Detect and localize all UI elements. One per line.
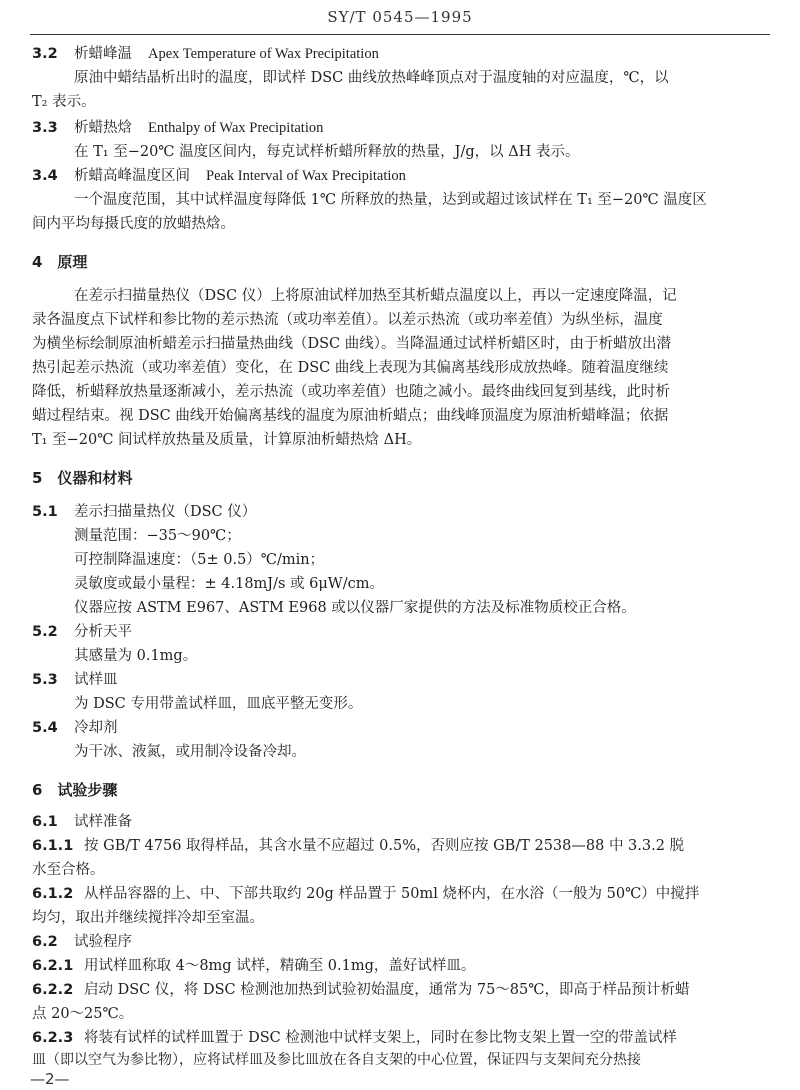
section-6-1-title: 6.1 试样准备	[32, 814, 132, 830]
section-5-3-body: 为 DSC 专用带盖试样皿，皿底平整无变形。	[74, 696, 363, 712]
section-5-1-line-4: 仪器应按 ASTM E967、ASTM E968 或以仪器厂家提供的方法及标准物质校正合格。	[74, 600, 636, 616]
section-5-2-body: 其感量为 0.1mg。	[74, 648, 198, 664]
section-3-2-title: 3.2 析蜡峰温 Apex Temperature of Wax Precipitation	[32, 46, 379, 62]
section-5-1-line-3: 灵敏度或最小量程：± 4.18mJ/s 或 6μW/cm。	[74, 576, 384, 592]
section-3-2-body-line-2: T₂ 表示。	[32, 94, 96, 110]
standard-code-header: SY/T 0545—1995	[327, 8, 473, 26]
section-5-3-title: 5.3 试样皿	[32, 672, 118, 688]
section-4-line-7: T₁ 至−20℃ 间试样放热量及质量，计算原油析蜡热焓 ΔH。	[32, 432, 422, 448]
section-6-2-3-line-2: 皿（即以空气为参比物），应将试样皿及参比皿放在各自支架的中心位置，保证四与支架间充分热接	[32, 1052, 641, 1068]
section-5-1-line-1: 测量范围：−35～90℃；	[74, 528, 241, 544]
section-3-4-title: 3.4 析蜡高峰温度区间 Peak Interval of Wax Precipitation	[32, 168, 406, 184]
section-3-4-body-line-1: 一个温度范围，其中试样温度每降低 1℃ 所释放的热量，达到或超过该试样在 T₁ 至−20℃ 温度区	[74, 192, 707, 208]
section-3-4-body-line-2: 间内平均每摄氏度的放蜡热焓。	[32, 216, 235, 232]
section-5-4-title: 5.4 冷却剂	[32, 720, 118, 736]
section-6-2-3-line-1: 6.2.3 将装有试样的试样皿置于 DSC 检测池中试样支架上，同时在参比物支架上置一空的带盖试样	[32, 1030, 677, 1046]
section-4-line-4: 热引起差示热流（或功率差值）变化，在 DSC 曲线上表现为其偏离基线形成放热峰。随着温度继续	[32, 360, 669, 376]
section-6-2-1-line-1: 6.2.1 用试样皿称取 4～8mg 试样，精确至 0.1mg，盖好试样皿。	[32, 958, 476, 974]
section-6-1-2-line-2: 均匀，取出并继续搅拌冷却至室温。	[32, 910, 264, 926]
section-4-line-5: 降低，析蜡释放热量逐渐减小，差示热流（或功率差值）也随之减小。最终曲线回复到基线，此时析	[32, 384, 670, 400]
section-6-2-2-line-1: 6.2.2 启动 DSC 仪，将 DSC 检测池加热到试验初始温度，通常为 75～85℃，即高于样品预计析蜡	[32, 982, 690, 998]
section-5-heading: 5 仪器和材料	[32, 469, 133, 487]
section-5-1-title: 5.1 差示扫描量热仪（DSC 仪）	[32, 504, 257, 520]
section-4-heading: 4 原理	[32, 253, 88, 271]
section-6-heading: 6 试验步骤	[32, 781, 118, 799]
section-6-1-1-line-1: 6.1.1 按 GB/T 4756 取得样品，其含水量不应超过 0.5%，否则应按 GB/T 2538—88 中 3.3.2 脱	[32, 838, 685, 854]
section-5-2-title: 5.2 分析天平	[32, 624, 132, 640]
section-6-1-2-line-1: 6.1.2 从样品容器的上、中、下部共取约 20g 样品置于 50ml 烧杯内，在水浴（一般为 50℃）中搅拌	[32, 886, 700, 902]
section-4-line-2: 录各温度点下试样和参比物的差示热流（或功率差值）。以差示热流（或功率差值）为纵坐标，温度	[32, 312, 663, 328]
section-3-3-title: 3.3 析蜡热焓 Enthalpy of Wax Precipitation	[32, 120, 324, 136]
page-number: —2—	[30, 1070, 70, 1088]
section-3-2-body-line-1: 原油中蜡结晶析出时的温度，即试样 DSC 曲线放热峰峰顶点对于温度轴的对应温度，℃，以	[74, 70, 669, 86]
section-6-1-1-line-2: 水至合格。	[32, 862, 105, 878]
section-5-1-line-2: 可控制降温速度：（5± 0.5）℃/min；	[74, 552, 325, 568]
section-3-3-body-line-1: 在 T₁ 至−20℃ 温度区间内，每克试样析蜡所释放的热量，J/g，以 ΔH 表示。	[74, 144, 580, 160]
section-4-line-1: 在差示扫描量热仪（DSC 仪）上将原油试样加热至其析蜡点温度以上，再以一定速度降温，记	[74, 288, 677, 304]
section-6-2-2-line-2: 点 20～25℃。	[32, 1006, 134, 1022]
section-5-4-body: 为干冰、液氮，或用制冷设备冷却。	[74, 744, 306, 760]
section-6-2-title: 6.2 试验程序	[32, 934, 132, 950]
header-rule	[30, 34, 770, 35]
section-4-line-6: 蜡过程结束。视 DSC 曲线开始偏离基线的温度为原油析蜡点；曲线峰顶温度为原油析蜡峰温；依据	[32, 408, 669, 424]
section-4-line-3: 为横坐标绘制原油析蜡差示扫描量热曲线（DSC 曲线）。当降温通过试样析蜡区时，由于析蜡放出潜	[32, 336, 672, 352]
